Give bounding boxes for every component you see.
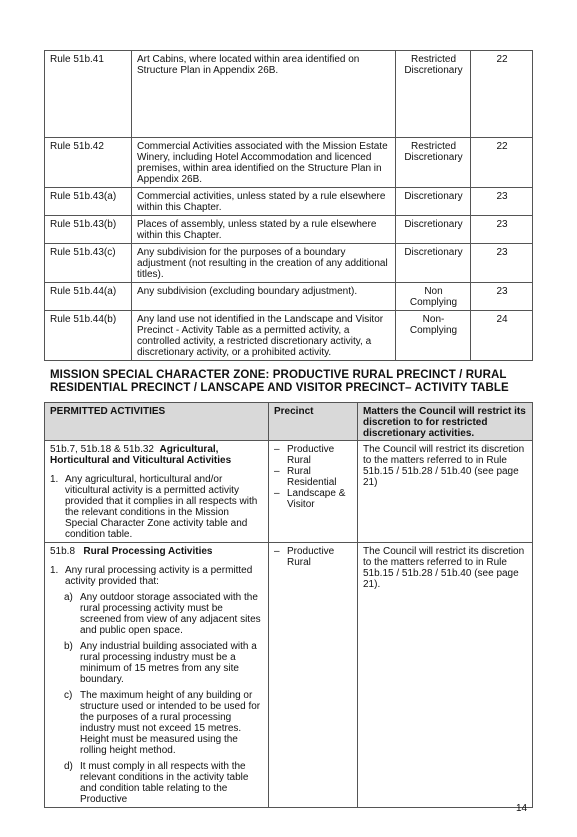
activity-heading	[50, 444, 264, 466]
sub-item-text: Any outdoor storage associated with the rural processing activity must be screened from view of any adjacent sites and public open space.	[80, 592, 261, 636]
header-precinct: Precinct	[269, 403, 358, 441]
precinct-cell	[269, 543, 358, 808]
precinct-item	[274, 488, 353, 510]
dash-marker: –	[274, 488, 280, 499]
activity-heading	[50, 546, 264, 557]
rule-cell: Rule 51b.43(a)	[45, 188, 132, 216]
table-row	[45, 441, 533, 543]
matters-cell: The Council will restrict its discretion to the matters referred to in Rule 51b.15 / 51b.28 / 51b.40 (see page 21).	[358, 543, 533, 808]
sub-item	[50, 761, 264, 805]
table-row	[45, 244, 533, 283]
sub-item-letter: a)	[64, 592, 73, 603]
table-row	[45, 311, 533, 361]
table-row	[45, 51, 533, 138]
table-row	[45, 543, 533, 808]
dash-marker: –	[274, 466, 280, 477]
page-cell: 23	[471, 283, 533, 311]
precinct-label: Productive Rural	[287, 444, 335, 466]
description-cell: Commercial activities, unless stated by a rule elsewhere within this Chapter.	[132, 188, 396, 216]
dash-marker: –	[274, 444, 280, 455]
page-number: 14	[516, 803, 528, 814]
status-cell: Discretionary	[396, 188, 471, 216]
item-number: 1.	[50, 474, 59, 485]
sub-item-letter: d)	[64, 761, 73, 772]
item-text: Any rural processing activity is a permitted activity provided that:	[65, 565, 253, 587]
table-row	[45, 138, 533, 188]
page-cell: 23	[471, 244, 533, 283]
page-cell: 23	[471, 216, 533, 244]
table-row	[45, 188, 533, 216]
section-heading: MISSION SPECIAL CHARACTER ZONE: PRODUCTIVE RURAL PRECINCT / RURAL RESIDENTIAL PRECINCT / LANSCAPE AND VISITOR PRECINCT– ACTIVITY TABLE	[50, 369, 509, 394]
rule-reference: 51b.8	[50, 546, 76, 557]
matters-cell: The Council will restrict its discretion to the matters referred to in Rule 51b.15 / 51b.28 / 51b.40 (see page 21)	[358, 441, 533, 543]
list-item	[50, 565, 264, 587]
rule-cell: Rule 51b.44(b)	[45, 311, 132, 361]
status-cell: Restricted Discretionary	[396, 138, 471, 188]
page-cell: 22	[471, 138, 533, 188]
precinct-label: Landscape & Visitor	[287, 488, 346, 510]
activity-table	[44, 402, 533, 808]
table-header-row	[45, 403, 533, 441]
precinct-item	[274, 546, 353, 568]
description-cell: Places of assembly, unless stated by a rule elsewhere within this Chapter.	[132, 216, 396, 244]
dash-marker: –	[274, 546, 280, 557]
status-cell: Non-Complying	[396, 311, 471, 361]
sub-item	[50, 592, 264, 636]
sub-item-text: It must comply in all respects with the relevant conditions in the activity table and condition table relating to the Productive	[80, 761, 249, 805]
precinct-label: Productive Rural	[287, 546, 335, 568]
header-matters: Matters the Council will restrict its discretion to for restricted discretionary activities.	[358, 403, 533, 441]
rule-cell: Rule 51b.41	[45, 51, 132, 138]
precinct-item	[274, 444, 353, 466]
description-cell: Any subdivision (excluding boundary adjustment).	[132, 283, 396, 311]
sub-item	[50, 690, 264, 756]
status-cell: Non Complying	[396, 283, 471, 311]
description-cell: Art Cabins, where located within area identified on Structure Plan in Appendix 26B.	[132, 51, 396, 138]
sub-item-text: The maximum height of any building or structure used or intended to be used for the purposes of a rural processing industry must not exceed 15 metres. Height must be measured using the rolling height method.	[80, 690, 261, 756]
activity-cell	[45, 441, 269, 543]
sub-item	[50, 641, 264, 685]
item-text: Any agricultural, horticultural and/or viticultural activity is a permitted activity provided that it complies in all respects with the relevant conditions in the Mission Special Character Zone activity table and condition table.	[65, 474, 258, 540]
rule-cell: Rule 51b.43(b)	[45, 216, 132, 244]
activity-cell	[45, 543, 269, 808]
rule-cell: Rule 51b.43(c)	[45, 244, 132, 283]
page-cell: 24	[471, 311, 533, 361]
rule-cell: Rule 51b.42	[45, 138, 132, 188]
page-cell: 23	[471, 188, 533, 216]
page-cell: 22	[471, 51, 533, 138]
table-row	[45, 283, 533, 311]
precinct-label: Rural Residential	[287, 466, 337, 488]
rule-reference: 51b.7, 51b.18 & 51b.32	[50, 444, 154, 455]
activity-title: Rural Processing Activities	[83, 546, 213, 557]
description-cell: Commercial Activities associated with the Mission Estate Winery, including Hotel Accommodation and licenced premises, within area identified on the Structure Plan in Appendix 26B.	[132, 138, 396, 188]
header-permitted-activities: PERMITTED ACTIVITIES	[45, 403, 269, 441]
activity-title: Agricultural, Horticultural and Viticultural Activities	[50, 444, 232, 466]
status-cell: Discretionary	[396, 244, 471, 283]
table-row	[45, 216, 533, 244]
list-item	[50, 474, 264, 540]
precinct-cell	[269, 441, 358, 543]
status-cell: Discretionary	[396, 216, 471, 244]
description-cell: Any land use not identified in the Landscape and Visitor Precinct - Activity Table as a permitted activity, a controlled activity, a restricted discretionary activity, a discretionary activity, or a prohibited activity.	[132, 311, 396, 361]
rules-table	[44, 50, 533, 361]
description-cell: Any subdivision for the purposes of a boundary adjustment (not resulting in the creation of any additional titles).	[132, 244, 396, 283]
item-number: 1.	[50, 565, 59, 576]
rule-cell: Rule 51b.44(a)	[45, 283, 132, 311]
status-cell: Restricted Discretionary	[396, 51, 471, 138]
precinct-item	[274, 466, 353, 488]
sub-item-letter: b)	[64, 641, 73, 652]
sub-item-text: Any industrial building associated with a rural processing industry must be a minimum of 15 metres from any site boundary.	[80, 641, 257, 685]
sub-item-letter: c)	[64, 690, 73, 701]
